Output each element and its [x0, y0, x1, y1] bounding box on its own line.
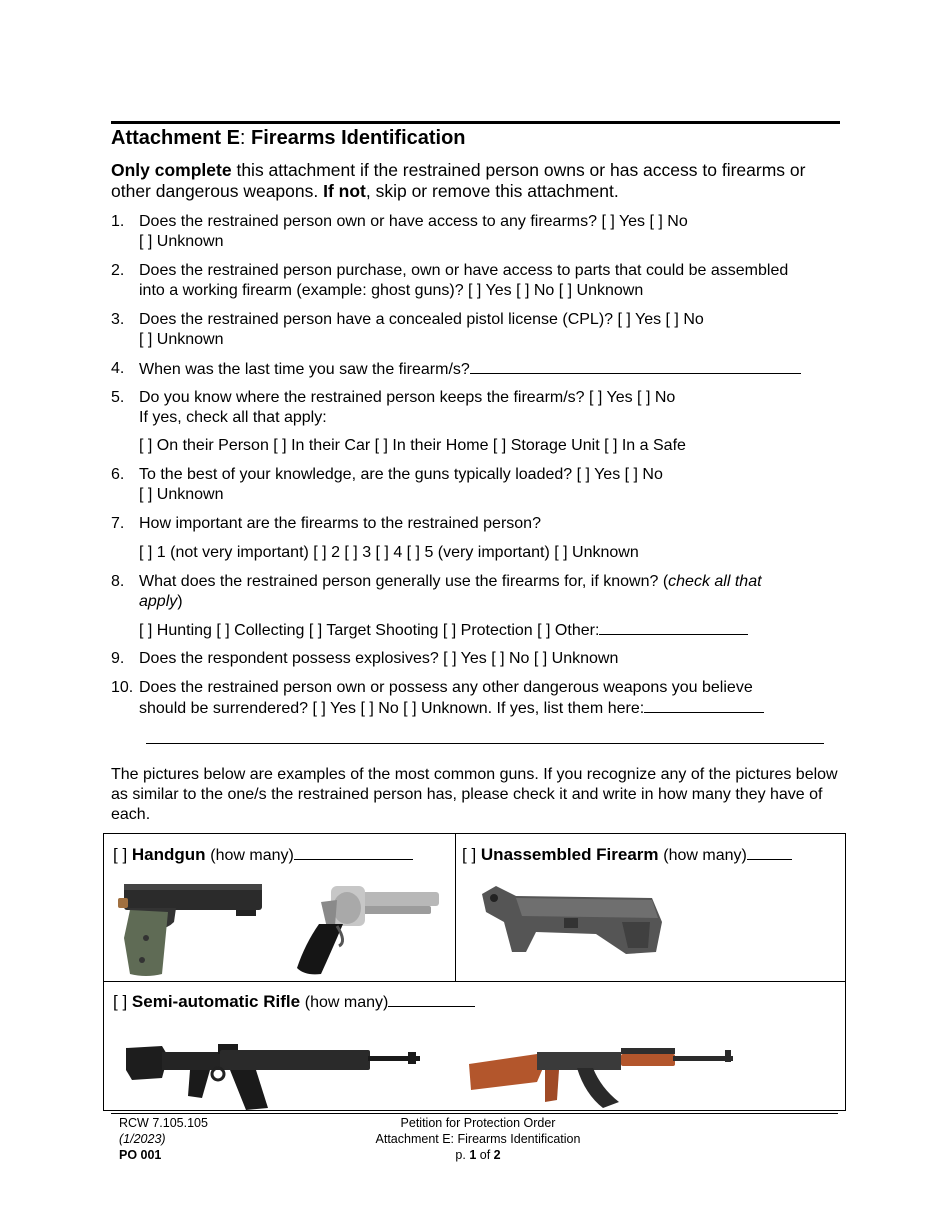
gun-picture-grid — [103, 833, 846, 1111]
revolver-icon — [291, 882, 441, 978]
list-line[interactable] — [644, 698, 764, 713]
question-number: 7. — [111, 515, 125, 532]
question-text: Does the restrained person purchase, own or have access to parts that could be assembled — [139, 262, 789, 279]
page-number: 1 — [469, 1148, 477, 1162]
question-number: 2. — [111, 262, 125, 279]
title-part2: Firearms Identification — [245, 127, 466, 149]
unassembled-title: Unassembled Firearm — [480, 845, 659, 864]
question-text-cont: If yes, check all that apply: — [139, 409, 327, 426]
footer-attachment-title: Attachment E: Firearms Identification — [375, 1132, 581, 1146]
rifle-label — [113, 992, 475, 1012]
title-colon: : — [239, 127, 246, 149]
importance-options[interactable]: [ ] 1 (not very important) [ ] 2 [ ] 3 [ ] 4 [ ] 5 (very important) [ ] Unknown — [139, 544, 639, 561]
use-options-wrap — [139, 620, 839, 641]
question-number: 6. — [111, 466, 125, 483]
question-text: How important are the firearms to the restrained person? — [139, 515, 541, 532]
handgun-count-line[interactable] — [294, 845, 413, 860]
question-text-cont[interactable]: should be surrendered? [ ] Yes [ ] No [ ] Unknown. If yes, list them here: — [139, 700, 645, 717]
question-number: 8. — [111, 573, 125, 590]
question-italic: check all that — [668, 573, 762, 590]
footer-date: (1/2023) — [119, 1132, 166, 1146]
footer-rule — [111, 1113, 838, 1114]
question-text[interactable]: Do you know where the restrained person keeps the firearm/s? [ ] Yes [ ] No — [139, 389, 676, 406]
receiver-icon — [476, 882, 666, 966]
grid-divider-v — [455, 834, 456, 981]
question-text[interactable]: Does the restrained person own or have access to any firearms? [ ] Yes [ ] No — [139, 213, 688, 230]
intro-text-2: , skip or remove this attachment. — [365, 181, 619, 201]
question-text[interactable]: To the best of your knowledge, are the guns typically loaded? [ ] Yes [ ] No — [139, 466, 663, 483]
footer-rcw: RCW 7.105.105 — [119, 1116, 208, 1130]
page-of: of — [476, 1148, 494, 1162]
question-text-cont[interactable]: [ ] Unknown — [139, 331, 224, 348]
pistol-icon — [116, 878, 266, 980]
question-text-cont[interactable]: [ ] Unknown — [139, 486, 224, 503]
question-italic-cont: apply — [139, 593, 178, 610]
question-number: 10. — [111, 679, 134, 696]
page-total: 2 — [493, 1148, 501, 1162]
question-text[interactable]: Does the restrained person have a concealed pistol license (CPL)? [ ] Yes [ ] No — [139, 311, 704, 328]
use-options[interactable]: [ ] Hunting [ ] Collecting [ ] Target Shooting [ ] Protection [ ] Other: — [139, 622, 600, 639]
question-number: 3. — [111, 311, 125, 328]
question-number: 5. — [111, 389, 125, 406]
footer-form-number: PO 001 — [119, 1148, 162, 1162]
intro-paragraph — [111, 160, 846, 202]
question-text: Does the restrained person own or possess any other dangerous weapons you believe — [139, 679, 753, 696]
question-number: 9. — [111, 650, 125, 667]
handgun-checkbox[interactable]: [ ] — [113, 845, 128, 864]
list-line-full[interactable] — [146, 743, 824, 744]
ar-rifle-icon — [122, 1034, 422, 1112]
unassembled-checkbox[interactable]: [ ] — [462, 845, 477, 864]
intro-bold-1: Only complete — [111, 160, 232, 180]
grid-divider-h — [104, 981, 845, 982]
rifle-checkbox[interactable]: [ ] — [113, 992, 128, 1011]
footer-page — [328, 1147, 628, 1163]
ak-rifle-icon — [467, 1038, 737, 1112]
intro-bold-2: If not — [323, 181, 366, 201]
handgun-hint: (how many) — [210, 847, 294, 864]
question-text: What does the restrained person generally use the firearms for, if known? ( — [139, 573, 669, 590]
handgun-title: Handgun — [131, 845, 206, 864]
question-number: 4. — [111, 360, 125, 377]
handgun-label — [113, 845, 413, 865]
question-text-cont-wrap — [139, 698, 839, 719]
location-options[interactable]: [ ] On their Person [ ] In their Car [ ] In their Home [ ] Storage Unit [ ] In a Safe — [139, 437, 686, 454]
question-text-wrap — [139, 359, 839, 380]
intro-text-1: this attachment if the restrained person owns or has access to firearms or other dangerous weapons. — [111, 160, 806, 201]
answer-line[interactable] — [470, 359, 801, 374]
other-line[interactable] — [599, 620, 748, 635]
footer-form-title: Petition for Protection Order — [400, 1116, 556, 1130]
footer-center — [328, 1115, 628, 1163]
rifle-hint: (how many) — [304, 994, 389, 1011]
unassembled-label — [462, 845, 792, 865]
question-number: 1. — [111, 213, 125, 230]
rifle-count-line[interactable] — [388, 992, 475, 1007]
question-text-cont[interactable]: [ ] Unknown — [139, 233, 224, 250]
question-paren: ) — [177, 593, 183, 610]
title-part1: Attachment E — [111, 127, 240, 149]
footer-left — [119, 1115, 208, 1163]
title-rule — [111, 121, 840, 124]
question-text-cont[interactable]: into a working firearm (example: ghost guns)? [ ] Yes [ ] No [ ] Unknown — [139, 282, 644, 299]
page-prefix: p. — [455, 1148, 470, 1162]
pictures-intro: The pictures below are examples of the most common guns. If you recognize any of the pictures below as similar to the one/s the restrained person has, please check it and write in how many they have of each. — [111, 766, 838, 823]
question-text: When was the last time you saw the firearm/s? — [139, 361, 470, 378]
question-text-wrap — [139, 572, 839, 592]
page-title — [111, 127, 466, 150]
unassembled-count-line[interactable] — [747, 845, 792, 860]
unassembled-hint: (how many) — [663, 847, 747, 864]
question-text[interactable]: Does the respondent possess explosives? [ ] Yes [ ] No [ ] Unknown — [139, 650, 619, 667]
rifle-title: Semi-automatic Rifle — [131, 992, 301, 1011]
question-text-cont-wrap — [139, 592, 839, 612]
